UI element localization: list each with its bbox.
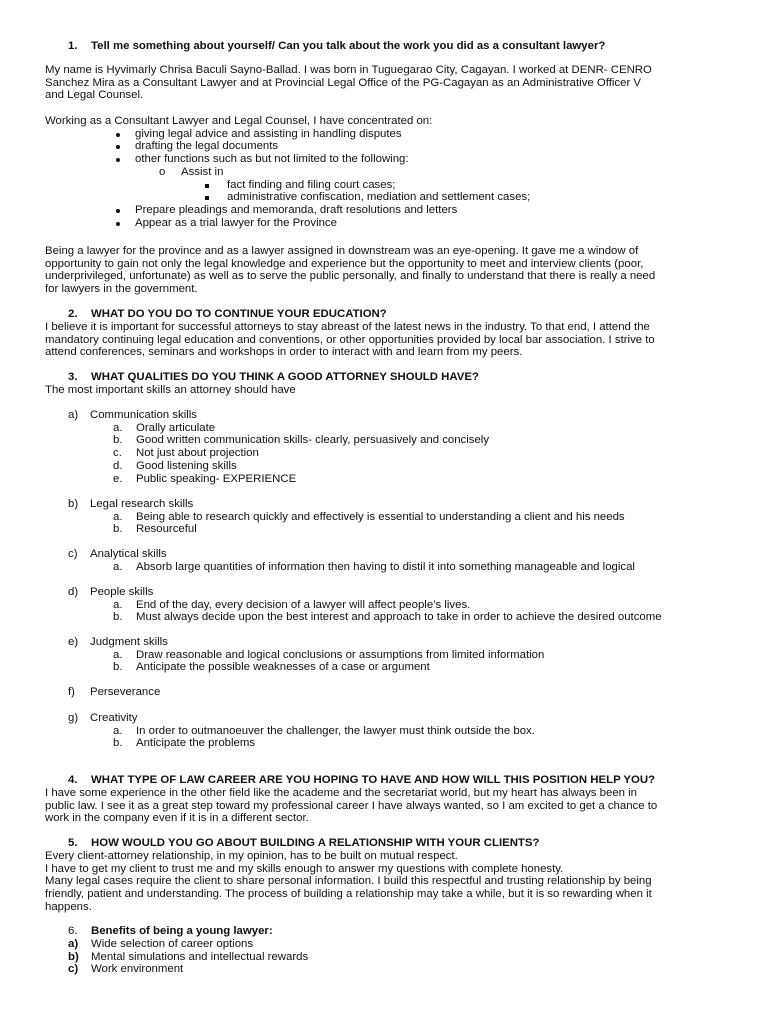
list-marker: g): [68, 712, 79, 724]
question-number: 2.: [68, 308, 78, 320]
sub-list-item: Anticipate the possible weaknesses of a case or argument: [136, 661, 430, 674]
list-item: Work environment: [91, 963, 184, 976]
sub-list-item: In order to outmanoeuver the challenger, the lawyer must think outside the box.: [136, 724, 535, 737]
list-marker: a): [68, 938, 79, 950]
list-item: Creativity: [90, 712, 138, 724]
list-item: Mental simulations and intellectual rewards: [91, 950, 309, 963]
paragraph-line: mandatory continuing legal education and conventions, or other opportunities provided by local bar association. I strive to: [45, 333, 655, 346]
question-heading: WHAT TYPE OF LAW CAREER ARE YOU HOPING TO HAVE AND HOW WILL THIS POSITION HELP YOU?: [91, 774, 656, 786]
paragraph-line: attend conferences, seminars and workshops in order to interact with and learn from my peers.: [45, 346, 523, 359]
question-heading: Benefits of being a young lawyer:: [91, 925, 273, 937]
paragraph-line: I have to get my client to trust me and my skills enough to answer my questions with complete honesty.: [45, 862, 564, 875]
paragraph-line: My name is Hyvimarly Chrisa Baculi Sayno-Ballad. I was born in Tuguegarao City, Cagayan. I worked at DENR- CENRO: [45, 64, 652, 76]
list-marker: c): [68, 963, 79, 976]
sub-list-item: Not just about projection: [136, 447, 259, 460]
bullet-icon: [116, 133, 120, 137]
paragraph-line: public law. I see it as a great step toward my professional career I have always wanted, so I am excited to get a chance to: [45, 799, 658, 812]
paragraph-line: Many legal cases require the client to share personal information. I build this respectful and trusting relationship by being: [45, 875, 652, 888]
sub-list-item: Draw reasonable and logical conclusions or assumptions from limited information: [136, 648, 545, 661]
circle-bullet-icon: o: [159, 165, 166, 178]
list-item: Perseverance: [90, 686, 161, 698]
sub-list-item: Orally articulate: [136, 421, 216, 434]
paragraph-line: Being a lawyer for the province and as a lawyer assigned in downstream was an eye-opening. It gave me a window of: [45, 245, 639, 257]
list-marker: b.: [113, 737, 123, 750]
list-marker: b.: [113, 523, 123, 536]
list-marker: a): [68, 409, 79, 421]
bullet-icon: [116, 209, 120, 213]
sub-sub-bullet-item: fact finding and filing court cases;: [227, 178, 396, 191]
list-marker: a.: [113, 648, 123, 661]
list-marker: a.: [113, 560, 123, 573]
paragraph-line: I believe it is important for successful attorneys to stay abreast of the latest news in the industry. To that end, I attend the: [45, 321, 650, 333]
bullet-icon: [116, 222, 120, 226]
question-heading: WHAT DO YOU DO TO CONTINUE YOUR EDUCATION?: [91, 308, 387, 320]
list-marker: a.: [113, 421, 123, 434]
list-marker: d): [68, 586, 79, 598]
list-item: People skills: [90, 586, 154, 598]
sub-list-item: Resourceful: [136, 523, 197, 536]
list-marker: c): [68, 548, 78, 560]
list-item: Legal research skills: [90, 498, 194, 510]
sub-list-item: End of the day, every decision of a lawyer will affect people’s lives.: [136, 598, 471, 611]
list-marker: e.: [113, 472, 123, 485]
sub-list-item: Anticipate the problems: [136, 737, 256, 750]
question-number: 1.: [68, 40, 78, 52]
list-marker: d.: [113, 459, 123, 472]
paragraph-line: for lawyers in the government.: [45, 283, 198, 296]
sub-list-item: Good written communication skills- clearly, persuasively and concisely: [136, 434, 490, 447]
bullet-icon: [116, 158, 120, 162]
question-number: 4.: [68, 774, 78, 786]
list-marker: c.: [113, 447, 122, 460]
list-marker: b.: [113, 661, 123, 674]
sub-sub-bullet-item: administrative confiscation, mediation and settlement cases;: [227, 191, 531, 204]
question-number: 6.: [68, 925, 78, 937]
paragraph-line: The most important skills an attorney should have: [45, 384, 296, 396]
paragraph-line: underprivileged, unfortunate) as well as to serve the public personally, and finally to understand that there is really a need: [45, 270, 656, 283]
question-number: 5.: [68, 837, 78, 849]
bullet-item: drafting the legal documents: [135, 140, 279, 153]
sub-list-item: Good listening skills: [136, 459, 237, 472]
list-item: Analytical skills: [90, 548, 167, 560]
bullet-item: other functions such as but not limited to the following:: [135, 153, 409, 166]
sub-list-item: Must always decide upon the best interest and approach to take in order to achieve the desired outcome: [136, 611, 662, 624]
paragraph-line: happens.: [45, 900, 92, 913]
list-marker: b.: [113, 434, 123, 447]
paragraph-line: and Legal Counsel.: [45, 89, 144, 102]
list-marker: b): [68, 950, 79, 963]
paragraph-line: opportunity to gain not only the legal knowledge and experience but the opportunity to meet and interview clients (poor,: [45, 257, 644, 270]
question-heading: WHAT QUALITIES DO YOU THINK A GOOD ATTORNEY SHOULD HAVE?: [91, 371, 479, 383]
list-marker: f): [68, 686, 75, 698]
list-item: Wide selection of career options: [91, 938, 254, 950]
bullet-icon: [116, 145, 120, 149]
paragraph-line: I have some experience in the other field like the academe and the secretariat world, but my heart has always been in: [45, 787, 638, 799]
paragraph-line: work in the company even if it is in a different sector.: [45, 812, 309, 825]
square-bullet-icon: [205, 196, 209, 200]
list-marker: a.: [113, 724, 123, 737]
list-marker: b): [68, 498, 79, 510]
paragraph-line: Working as a Consultant Lawyer and Legal Counsel, I have concentrated on:: [45, 115, 433, 127]
square-bullet-icon: [205, 184, 209, 188]
sub-list-item: Public speaking- EXPERIENCE: [136, 472, 297, 485]
question-heading: HOW WOULD YOU GO ABOUT BUILDING A RELATIONSHIP WITH YOUR CLIENTS?: [91, 837, 540, 849]
list-marker: a.: [113, 510, 123, 523]
bullet-item: Prepare pleadings and memoranda, draft resolutions and letters: [135, 203, 458, 216]
list-item: Judgment skills: [90, 636, 168, 648]
list-item: Communication skills: [90, 409, 197, 421]
paragraph-line: Sanchez Mira as a Consultant Lawyer and at Provincial Legal Office of the PG-Cagayan as an Administrative Officer V: [45, 76, 641, 89]
bullet-item: giving legal advice and assisting in handling disputes: [135, 127, 402, 140]
list-marker: e): [68, 636, 79, 648]
sub-list-item: Being able to research quickly and effectively is essential to understanding a client and his needs: [136, 510, 625, 523]
bullet-item: Appear as a trial lawyer for the Province: [135, 216, 337, 229]
list-marker: b.: [113, 611, 123, 624]
list-marker: a.: [113, 598, 123, 611]
paragraph-line: Every client-attorney relationship, in my opinion, has to be built on mutual respect.: [45, 850, 458, 862]
sub-bullet-item: Assist in: [181, 165, 224, 178]
paragraph-line: friendly, patient and understanding. The process of building a relationship may take a while, but it is so rewarding when it: [45, 888, 652, 901]
question-heading: Tell me something about yourself/ Can you talk about the work you did as a consultant lawyer?: [91, 40, 606, 52]
sub-list-item: Absorb large quantities of information then having to distil it into something manageable and logical: [136, 560, 635, 573]
question-number: 3.: [68, 371, 78, 383]
